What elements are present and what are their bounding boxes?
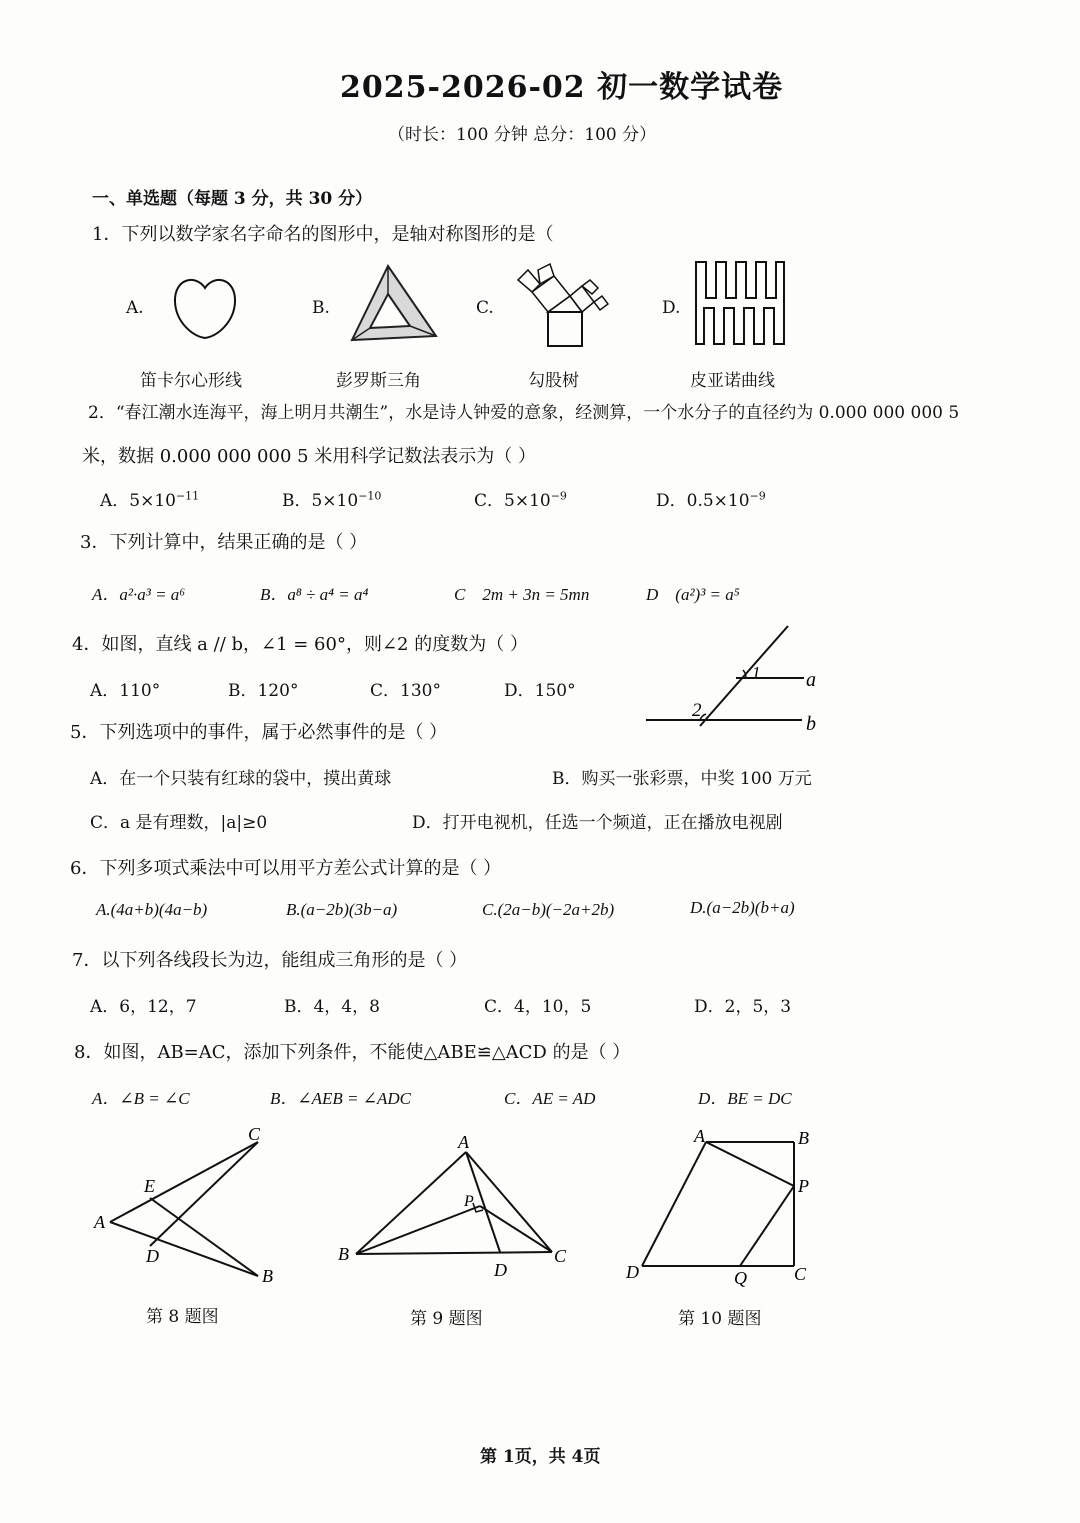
- angle-2-label: 2: [692, 700, 702, 721]
- fig9-label-b: B: [338, 1244, 349, 1264]
- fig9-label-c: C: [554, 1246, 567, 1266]
- q1-caption-b: 彭罗斯三角: [336, 371, 421, 391]
- q7-option-d: D．2，5，3: [694, 997, 792, 1017]
- q6-option-b: B.(a−2b)(3b−a): [286, 900, 398, 919]
- section-title: 一、单选题（每题 3 分，共 30 分）: [92, 189, 373, 209]
- q2-option-b: B．$5\times 10^{-10}$: [282, 489, 382, 511]
- q1-caption-c: 勾股树: [528, 371, 579, 391]
- question-8-stem: 8．如图，AB=AC，添加下列条件，不能使△ABE≌△ACD 的是（ ）: [74, 1042, 631, 1063]
- question-3-stem: 3．下列计算中，结果正确的是（ ）: [80, 532, 368, 553]
- fig8-label-d: D: [146, 1246, 159, 1266]
- fig8-label-b: B: [262, 1266, 273, 1286]
- question-4-stem: 4．如图，直线 a // b，∠1 = 60°，则∠2 的度数为（ ）: [72, 634, 528, 655]
- parallel-lines-figure: [640, 620, 830, 740]
- fig8-label-e: E: [144, 1176, 155, 1196]
- q7-option-b: B．4，4，8: [284, 997, 380, 1017]
- question-7-stem: 7．以下列各线段长为边，能组成三角形的是（ ）: [72, 950, 468, 971]
- fig9-label-a: A: [458, 1132, 469, 1152]
- q4-option-d: D．150°: [504, 681, 576, 701]
- question-2-line1: 2．“春江潮水连海平，海上明月共潮生”，水是诗人钟爱的意象，经测算，一个水分子的直径约为 0.000 000 000 5: [88, 403, 960, 423]
- q1-option-d-label: D.: [662, 298, 681, 318]
- fig10-label-p: P: [798, 1176, 809, 1196]
- question-5-stem: 5．下列选项中的事件，属于必然事件的是（ ）: [70, 722, 448, 743]
- line-a-label: a: [806, 669, 816, 691]
- q3-option-c: C 2m + 3n = 5mn: [454, 585, 590, 604]
- q6-option-d: D.(a−2b)(b+a): [690, 898, 795, 917]
- pythagoras-tree-icon: [512, 262, 612, 348]
- fig9-caption: 第 9 题图: [410, 1309, 483, 1329]
- line-b-label: b: [806, 713, 816, 735]
- fig10-caption: 第 10 题图: [678, 1309, 762, 1329]
- q1-caption-d: 皮亚诺曲线: [690, 371, 775, 391]
- q8-option-c: C．AE = AD: [504, 1089, 596, 1108]
- q3-option-b: B．a⁸ ÷ a⁴ = a⁴: [260, 585, 369, 604]
- fig10-label-b: B: [798, 1128, 809, 1148]
- figure-9: [336, 1132, 576, 1282]
- q7-option-a: A．6，12，7: [90, 997, 197, 1017]
- question-1-stem: 1．下列以数学家名字命名的图形中，是轴对称图形的是（: [92, 224, 554, 245]
- q4-option-b: B．120°: [228, 681, 299, 701]
- q6-option-c: C.(2a−b)(−2a+2b): [482, 900, 615, 919]
- fig8-caption: 第 8 题图: [146, 1307, 219, 1327]
- q1-caption-a: 笛卡尔心形线: [140, 371, 242, 391]
- fig8-label-c: C: [248, 1124, 261, 1144]
- question-2-line2: 米，数据 0.000 000 000 5 米用科学记数法表示为（ ）: [82, 446, 537, 467]
- fig8-label-a: A: [94, 1212, 105, 1232]
- penrose-triangle-icon: [348, 264, 438, 344]
- q8-option-a: A．∠B = ∠C: [92, 1089, 190, 1108]
- fig10-label-d: D: [626, 1262, 639, 1282]
- fig9-label-p: P: [464, 1193, 474, 1210]
- angle-1-label: 1: [752, 663, 761, 682]
- q7-option-c: C．4，10，5: [484, 997, 592, 1017]
- fig10-label-a: A: [694, 1126, 705, 1146]
- q2-option-c: C．$5\times 10^{-9}$: [474, 489, 567, 511]
- q5-option-c: C．a 是有理数，|a|≥0: [90, 813, 268, 833]
- question-6-stem: 6．下列多项式乘法中可以用平方差公式计算的是（ ）: [70, 858, 502, 879]
- q8-option-b: B．∠AEB = ∠ADC: [270, 1089, 411, 1108]
- q5-option-b: B．购买一张彩票，中奖 100 万元: [552, 769, 812, 789]
- q5-option-d: D．打开电视机，任选一个频道，正在播放电视剧: [412, 813, 783, 833]
- fig9-label-d: D: [494, 1260, 507, 1280]
- q2-option-d: D．$0.5\times 10^{-9}$: [656, 489, 766, 511]
- exam-info: （时长：100 分钟 总分：100 分）: [388, 125, 657, 145]
- q1-option-c-label: C.: [476, 298, 494, 318]
- fig10-label-c: C: [794, 1264, 807, 1284]
- figure-8: [86, 1122, 286, 1292]
- page-footer: 第 1页，共 4页: [480, 1447, 601, 1467]
- fig10-label-q: Q: [734, 1268, 747, 1288]
- q2-option-a: A．$5\times 10^{-11}$: [100, 489, 200, 511]
- cardioid-icon: [170, 272, 240, 342]
- peano-curve-icon: [694, 260, 786, 346]
- q8-option-d: D．BE = DC: [698, 1089, 792, 1108]
- q4-option-a: A．110°: [90, 681, 161, 701]
- q1-option-b-label: B.: [312, 298, 330, 318]
- q4-option-c: C．130°: [370, 681, 441, 701]
- q3-option-a: A．a²·a³ = a⁶: [92, 585, 186, 604]
- q3-option-d: D (a²)³ = a⁵: [646, 585, 740, 604]
- q5-option-a: A．在一个只装有红球的袋中，摸出黄球: [90, 769, 392, 789]
- page-title: 2025-2026-02 初一数学试卷: [340, 70, 784, 105]
- figure-10: [622, 1124, 822, 1288]
- q6-option-a: A.(4a+b)(4a−b): [96, 900, 208, 919]
- q1-option-a-label: A.: [126, 298, 144, 318]
